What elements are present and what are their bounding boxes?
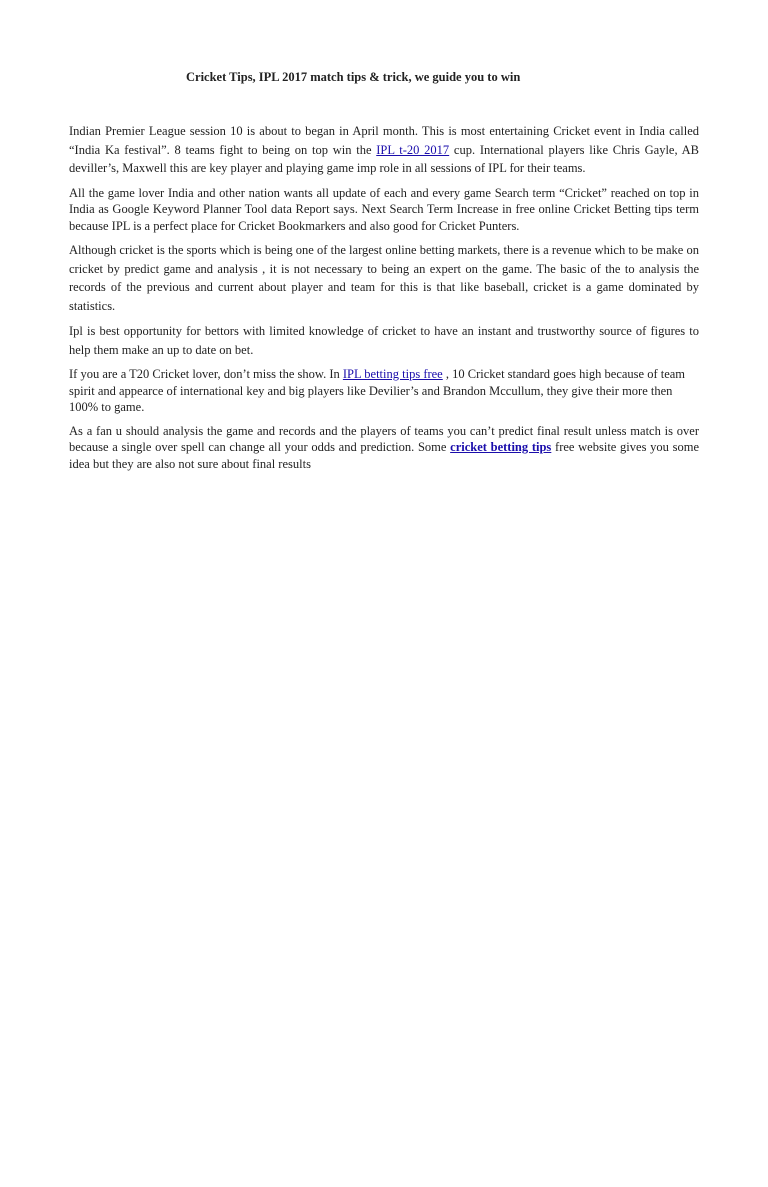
paragraph-6-text-after: free website gives you some idea but they are also not sure about final results: [69, 440, 700, 471]
paragraph-3: Although cricket is the sports which is being one of the largest online betting markets, there is a revenue which to be make on cricket by predict game and analysis , it is not necessary to being an expert on the game. The basic of the to analysis the records of the previous and current about player and team for this is that like baseball, cricket is a game dominated by statistics.: [69, 243, 699, 313]
document-body: [69, 122, 699, 479]
ipl-betting-tips-free-link[interactable]: IPL betting tips free: [342, 367, 443, 381]
paragraph-6: [69, 423, 699, 473]
paragraph-4: Ipl is best opportunity for bettors with limited knowledge of cricket to have an instant and trustworthy source of figures to help them make an up to date on bet.: [69, 324, 699, 357]
paragraph-5: [69, 366, 699, 416]
document-title: Cricket Tips, IPL 2017 match tips & trick, we guide you to win: [186, 70, 521, 84]
paragraph-1-text-after: cup. International players like Chris Gayle, AB deviller’s, Maxwell this are key player and playing game imp role in all sessions of IPL for their teams.: [69, 142, 700, 175]
paragraph-6-text-before: As a fan u should analysis the game and records and the players of teams you can’t predict final result unless match is over because a single over spell can change all your odds and prediction. Some: [69, 423, 699, 454]
paragraph-1: [69, 122, 699, 178]
paragraph-1-text-before: Indian Premier League session 10 is about to began in April month. This is most entertaining Cricket event in India called “India Ka festival”. 8 teams fight to being on top win the: [69, 124, 699, 157]
cricket-betting-tips-link[interactable]: cricket betting tips: [450, 440, 552, 454]
paragraph-5-text-after: , 10 Cricket standard goes high because of team spirit and appearce of international key and big players like Devilier’s and Brandon Mccullum, they give their more then 100% to game.: [69, 367, 686, 414]
ipl-t20-2017-link[interactable]: IPL t-20 2017: [376, 142, 450, 157]
paragraph-2: All the game lover India and other nation wants all update of each and every game Search term “Cricket” reached on top in India as Google Keyword Planner Tool data Report says. Next Search Term Increase in free online Cricket Betting tips term because IPL is a perfect place for Cricket Bookmarkers and also good for Cricket Punters.: [69, 185, 699, 233]
paragraph-5-text-before: If you are a T20 Cricket lover, don’t miss the show. In: [69, 367, 343, 381]
